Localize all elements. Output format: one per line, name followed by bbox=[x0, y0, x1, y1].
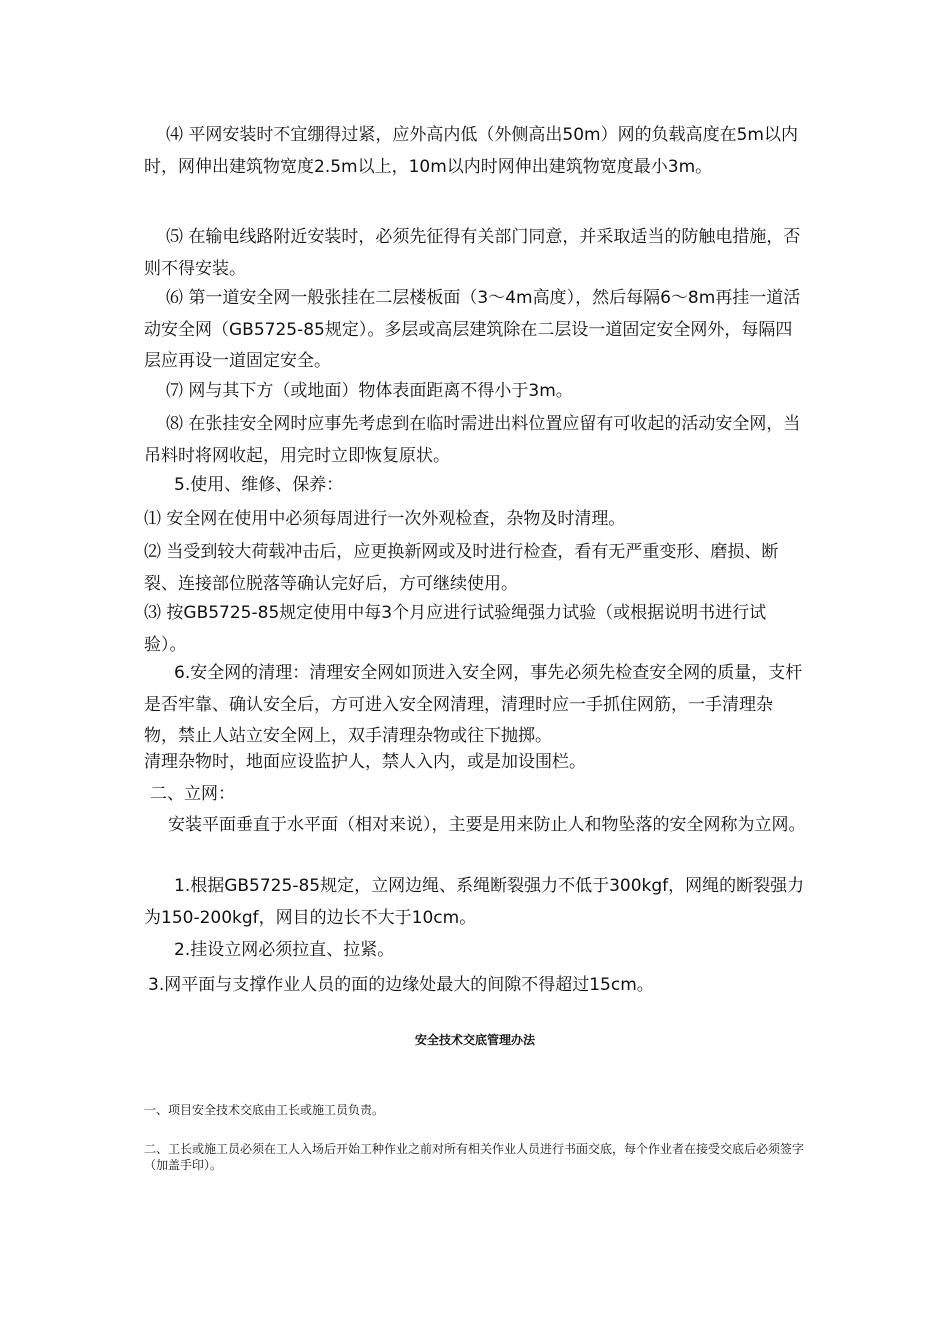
paragraph-vertical-net-3: 3.网平面与支撑作业人员的面的边缘处最大的间隙不得超过15cm。 bbox=[148, 975, 654, 995]
section-title-safety-briefing: 安全技术交底管理办法 bbox=[414, 1033, 535, 1047]
section-use-maintenance-heading: 5.使用、维修、保养： bbox=[174, 475, 344, 495]
paragraph-vertical-net-2: 2.挂设立网必须拉直、拉紧。 bbox=[174, 940, 395, 960]
paragraph-weekly-check-1: ⑴ 安全网在使用中必须每周进行一次外观检查，杂物及时清理。 bbox=[144, 509, 626, 529]
paragraph-movable-net-8: ⑻ 在张挂安全网时应事先考虑到在临时需进出料位置应留有可收起的活动安全网，当吊料时将网收起，用完时立即恢复原状。 bbox=[144, 414, 801, 466]
paragraph-cleaning-guard: 清理杂物时，地面应设监护人，禁人入内，或是加设围栏。 bbox=[144, 752, 586, 772]
section-vertical-net-heading: 二、立网： bbox=[150, 784, 235, 804]
paragraph-strength-test-3: ⑶ 按GB5725-85规定使用中每3个月应进行试验绳强力试验（或根据说明书进行试验）。 bbox=[144, 603, 767, 655]
paragraph-net-installation-4: ⑷ 平网安装时不宜绷得过紧，应外高内低（外侧高出50m）网的负载高度在5m以内时，网伸出建筑物宽度2.5m以上，10m以内时网伸出建筑物宽度最小3m。 bbox=[144, 125, 798, 177]
list-item-briefing-1: 一、项目安全技术交底由工长或施工员负责。 bbox=[144, 1103, 385, 1117]
paragraph-impact-check-2: ⑵ 当受到较大荷载冲击后，应更换新网或及时进行检查，看有无严重变形、磨损、断裂、连接部位脱落等确认完好后，方可继续使用。 bbox=[144, 542, 779, 594]
paragraph-vertical-net-intro: 安装平面垂直于水平面（相对来说），主要是用来防止人和物坠落的安全网称为立网。 bbox=[168, 815, 806, 835]
paragraph-net-cleaning-6: 6.安全网的清理：清理安全网如顶进入安全网，事先必须先检查安全网的质量，支杆是否牢靠、确认安全后，方可进入安全网清理，清理时应一手抓住网筋，一手清理杂物，禁止人站立安全网上，双手清理杂物或往下抛掷。 bbox=[144, 663, 803, 746]
paragraph-power-line-5: ⑸ 在输电线路附近安装时，必须先征得有关部门同意，并采取适当的防触电措施，否则不得安装。 bbox=[144, 227, 801, 279]
paragraph-first-net-6: ⑹ 第一道安全网一般张挂在二层楼板面（3～4m高度），然后每隔6～8m再挂一道活动安全网（GB5725-85规定）。多层或高层建筑除在二层设一道固定安全网外，每隔四层应再设一道固定安全。 bbox=[144, 288, 801, 371]
paragraph-distance-7: ⑺ 网与其下方（或地面）物体表面距离不得小于3m。 bbox=[166, 381, 573, 401]
paragraph-vertical-net-1: 1.根据GB5725-85规定，立网边绳、系绳断裂强力不低于300kgf，网绳的断裂强力为150-200kgf，网目的边长不大于10cm。 bbox=[144, 876, 805, 928]
list-item-briefing-2: 二、工长或施工员必须在工人入场后开始工种作业之前对所有相关作业人员进行书面交底，每个作业者在接受交底后必须签字（加盖手印）。 bbox=[144, 1142, 805, 1172]
